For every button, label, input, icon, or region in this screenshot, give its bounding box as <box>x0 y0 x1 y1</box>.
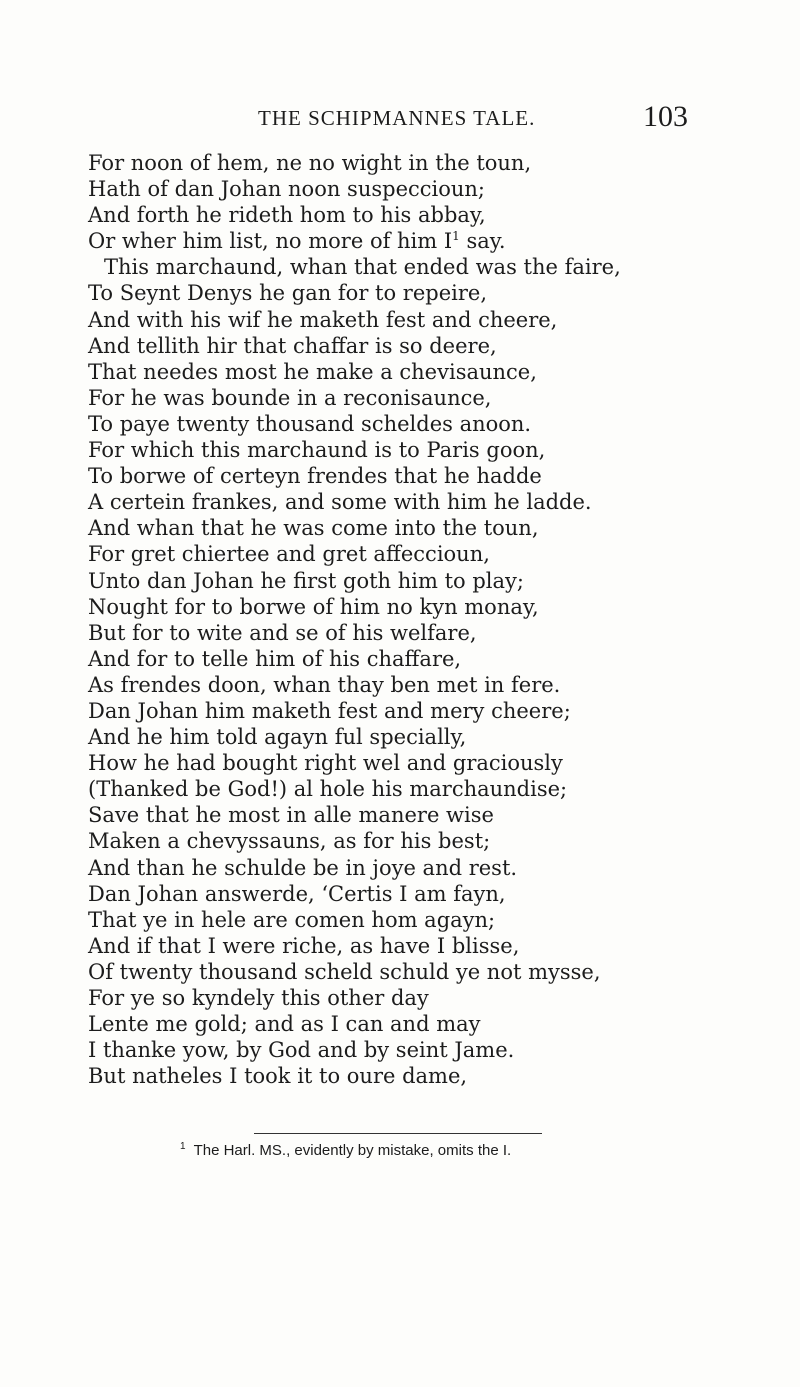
verse-line: That ye in hele are comen hom agayn; <box>88 907 496 932</box>
verse-line: And forth he rideth hom to his abbay, <box>88 203 486 228</box>
verse-line: Nought for to borwe of him no kyn monay, <box>88 594 539 619</box>
verse-line: And tellith hir that chaffar is so deere, <box>88 333 497 358</box>
verse-line: Unto dan Johan he first goth him to play; <box>88 568 524 593</box>
verse-line: For he was bounde in a reconisaunce, <box>88 385 492 410</box>
verse-line: And than he schulde be in joye and rest. <box>88 855 518 880</box>
page-number: 103 <box>643 100 688 133</box>
verse-line: A certein frankes, and some with him he ladde. <box>88 490 592 515</box>
verse-line: But natheles I took it to oure dame, <box>88 1064 468 1089</box>
verse-line: For gret chiertee and gret affeccioun, <box>88 542 490 567</box>
verse-line-with-footnote <box>88 228 788 254</box>
verse-line: This marchaund, whan that ended was the faire, <box>104 255 621 280</box>
verse-line: How he had bought right wel and graciously <box>88 751 563 776</box>
verse-line: To Seynt Denys he gan for to repeire, <box>88 281 487 306</box>
verse-line: For which this marchaund is to Paris goon, <box>88 438 546 463</box>
verse-line: For noon of hem, ne no wight in the toun, <box>88 151 532 175</box>
verse-line: For ye so kyndely this other day <box>88 986 429 1010</box>
verse-block <box>88 150 788 1089</box>
verse-line: But for to wite and se of his welfare, <box>88 620 477 645</box>
verse-line: And with his wif he maketh fest and cheere, <box>88 307 558 332</box>
running-title: THE SCHIPMANNES TALE. <box>258 106 536 130</box>
verse-line: Save that he most in alle manere wise <box>88 803 494 828</box>
verse-line: I thanke yow, by God and by seint Jame. <box>88 1038 515 1063</box>
verse-line: As frendes doon, whan thay ben met in fere. <box>88 672 561 697</box>
verse-line: (Thanked be God!) al hole his marchaundise; <box>88 777 568 802</box>
verse-line-tail: say. <box>459 229 506 254</box>
running-head <box>0 100 800 140</box>
verse-line: And he him told agayn ful specially, <box>88 725 467 750</box>
footnote-mark: 1 <box>180 1141 186 1152</box>
verse-line: And whan that he was come into the toun, <box>88 516 539 541</box>
footnote-reference: 1 <box>452 229 460 244</box>
verse-line: Hath of dan Johan noon suspeccioun; <box>88 177 486 202</box>
verse-line: To borwe of certeyn frendes that he hadde <box>88 464 542 489</box>
footnote-text: The Harl. MS., evidently by mistake, omits the I. <box>193 1142 512 1159</box>
verse-line-text: Or wher him list, no more of him I <box>88 229 453 254</box>
verse-line: To paye twenty thousand scheldes anoon. <box>88 411 532 436</box>
verse-line: That needes most he make a chevisaunce, <box>88 359 537 384</box>
verse-line: Dan Johan answerde, ‘Certis I am fayn, <box>88 881 506 906</box>
verse-line: Maken a chevyssauns, as for his best; <box>88 829 491 854</box>
footnote-divider <box>254 1133 542 1134</box>
verse-line: Dan Johan him maketh fest and mery cheere; <box>88 698 571 723</box>
verse-line: Of twenty thousand scheld schuld ye not mysse, <box>88 959 601 984</box>
footnote <box>180 1141 511 1159</box>
verse-line: And if that I were riche, as have I blisse, <box>88 933 520 958</box>
verse-line: And for to telle him of his chaffare, <box>88 646 462 671</box>
verse-line: Lente me gold; and as I can and may <box>88 1012 481 1037</box>
